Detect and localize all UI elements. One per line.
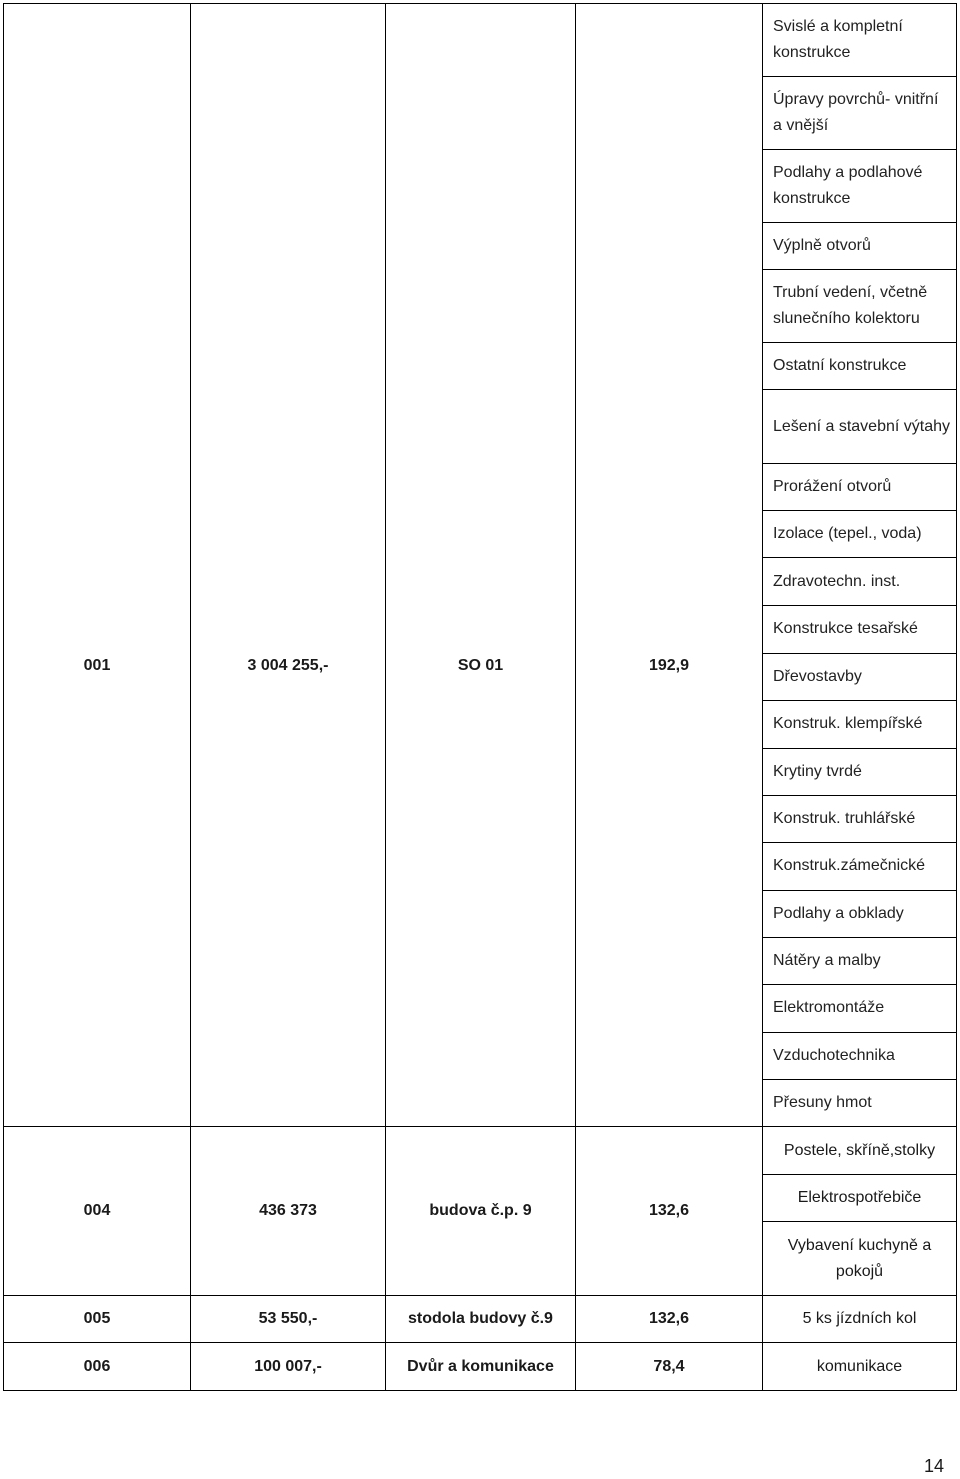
list-item: Ostatní konstrukce: [763, 343, 957, 390]
list-item: Konstruk.zámečnické: [763, 842, 957, 890]
list-item: Prorážení otvorů: [763, 464, 957, 511]
cell-price-005: 53 550,-: [191, 1296, 386, 1343]
list-item: Podlahy a obklady: [763, 890, 957, 937]
cell-price-001: 3 004 255,-: [191, 4, 386, 1127]
cell-price-004: 436 373: [191, 1127, 386, 1296]
list-item: Zdravotechn. inst.: [763, 558, 957, 606]
list-item: Vybavení kuchyně a pokojů: [763, 1222, 957, 1296]
list-item: Svislé a kompletní konstrukce: [763, 4, 957, 77]
cell-value-004: 132,6: [576, 1127, 763, 1296]
list-item: Dřevostavby: [763, 653, 957, 700]
cell-no-005: 005: [4, 1296, 191, 1343]
list-item: komunikace: [763, 1343, 957, 1391]
cell-no-001: 001: [4, 4, 191, 1127]
list-item: Vzduchotechnika: [763, 1032, 957, 1079]
cell-object-004: budova č.p. 9: [386, 1127, 576, 1296]
list-item: Lešení a stavební výtahy: [763, 390, 957, 464]
cell-value-006: 78,4: [576, 1343, 763, 1391]
table-row: [4, 1296, 957, 1343]
cell-object-001: SO 01: [386, 4, 576, 1127]
list-item: Elektrospotřebiče: [763, 1175, 957, 1222]
list-item: Krytiny tvrdé: [763, 748, 957, 795]
cell-value-005: 132,6: [576, 1296, 763, 1343]
table-row: [4, 1343, 957, 1391]
cell-price-006: 100 007,-: [191, 1343, 386, 1391]
list-item: 5 ks jízdních kol: [763, 1296, 957, 1343]
cell-object-005: stodola budovy č.9: [386, 1296, 576, 1343]
cell-value-001: 192,9: [576, 4, 763, 1127]
cell-no-004: 004: [4, 1127, 191, 1296]
cell-object-006: Dvůr a komunikace: [386, 1343, 576, 1391]
table-row: [4, 1127, 957, 1175]
list-item: Izolace (tepel., voda): [763, 511, 957, 558]
cell-no-006: 006: [4, 1343, 191, 1391]
list-item: Trubní vedení, včetně slunečního kolektoru: [763, 270, 957, 343]
list-item: Konstrukce tesařské: [763, 606, 957, 653]
list-item: Přesuny hmot: [763, 1079, 957, 1126]
list-item: Podlahy a podlahové konstrukce: [763, 150, 957, 223]
items-table: [3, 3, 957, 1391]
list-item: Konstruk. klempířské: [763, 700, 957, 748]
page-number: 14: [923, 1456, 944, 1476]
list-item: Postele, skříně,stolky: [763, 1127, 957, 1175]
table-row: [4, 4, 957, 77]
list-item: Elektromontáže: [763, 984, 957, 1032]
list-item: Nátěry a malby: [763, 937, 957, 984]
list-item: Konstruk. truhlářské: [763, 795, 957, 842]
list-item: Výplně otvorů: [763, 223, 957, 270]
list-item: Úpravy povrchů- vnitřní a vnější: [763, 77, 957, 150]
